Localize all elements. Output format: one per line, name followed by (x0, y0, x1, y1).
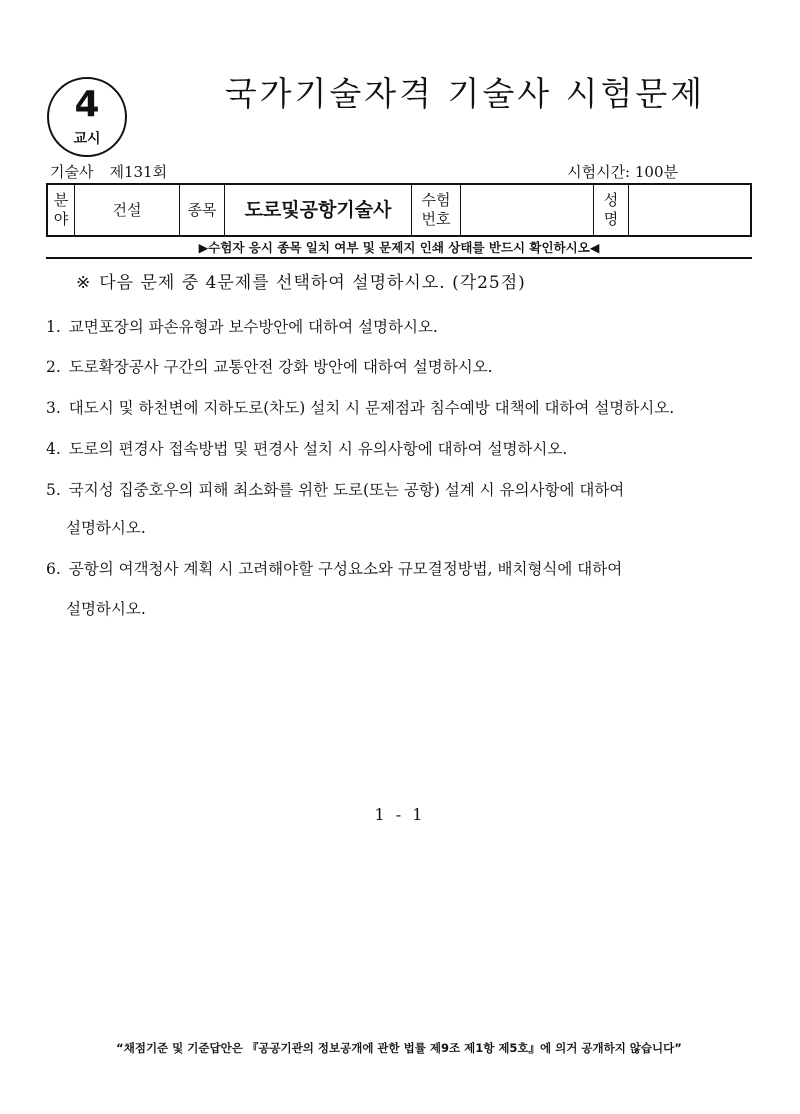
session-number: 4 (74, 84, 100, 125)
question-number: 3. (46, 399, 61, 417)
name-label-1: 성 (603, 191, 619, 209)
exam-info-table (46, 183, 752, 237)
question-number: 4. (46, 440, 61, 458)
item-value: 도로및공항기술사 (225, 184, 412, 236)
question-item (46, 315, 752, 337)
question-continuation: 설명하시오. (66, 519, 146, 537)
item-label: 종목 (180, 184, 225, 236)
exam-number-field[interactable] (461, 184, 594, 236)
question-item (46, 478, 752, 500)
divider (46, 257, 752, 259)
notice: ▶수험자 응시 종목 일치 여부 및 문제지 인쇄 상태를 반드시 확인하시오◀ (198, 240, 600, 255)
question-text: 도로의 편경사 접속방법 및 편경사 설치 시 유의사항에 대하여 설명하시오. (68, 440, 568, 458)
session-badge (47, 77, 127, 157)
question-text: 국지성 집중호우의 피해 최소화를 위한 도로(또는 공항) 설계 시 유의사항에 대하여 (68, 481, 625, 499)
exam-number-label-cell (412, 184, 461, 236)
name-label-2: 명 (603, 210, 619, 228)
question-continuation: 설명하시오. (66, 600, 146, 618)
exam-round: 제131회 (109, 163, 168, 181)
reference-mark-icon: ※ (76, 273, 92, 293)
footer-notice: “채점기준 및 기준답안은 『공공기관의 정보공개에 관한 법률 제9조 제1항 제5호』에 의거 공개하지 않습니다” (116, 1041, 682, 1055)
field-label-2: 야 (53, 210, 69, 228)
question-text: 대도시 및 하천변에 지하도로(차도) 설치 시 문제점과 침수예방 대책에 대하여 설명하시오. (68, 399, 675, 417)
question-item (46, 557, 752, 579)
field-label-cell (47, 184, 75, 236)
question-item (46, 396, 752, 418)
question-text: 공항의 여객청사 계획 시 고려해야할 구성요소와 규모결정방법, 배치형식에 대하여 (68, 560, 623, 578)
exam-meta (50, 161, 167, 182)
name-label-cell (594, 184, 629, 236)
instruction (76, 268, 526, 293)
field-label-1: 분 (53, 191, 69, 209)
question-item (46, 355, 752, 377)
field-value: 건설 (75, 184, 180, 236)
exam-category: 기술사 (50, 163, 94, 181)
question-number: 5. (46, 481, 61, 499)
question-item (46, 437, 752, 459)
exam-number-label-2: 번호 (421, 210, 451, 228)
page-number: 1 - 1 (374, 805, 426, 824)
question-text: 도로확장공사 구간의 교통안전 강화 방안에 대하여 설명하시오. (68, 358, 493, 376)
question-number: 1. (46, 318, 61, 336)
instruction-text: 다음 문제 중 4문제를 선택하여 설명하시오. (각25점) (99, 273, 526, 293)
exam-number-label-1: 수험 (421, 191, 451, 209)
question-number: 2. (46, 358, 61, 376)
name-field[interactable] (629, 184, 752, 236)
session-label: 교시 (73, 131, 101, 147)
exam-time: 시험시간: 100분 (567, 163, 678, 181)
question-text: 교면포장의 파손유형과 보수방안에 대하여 설명하시오. (68, 318, 438, 336)
exam-title: 국가기술자격 기술사 시험문제 (224, 74, 706, 113)
question-number: 6. (46, 560, 61, 578)
